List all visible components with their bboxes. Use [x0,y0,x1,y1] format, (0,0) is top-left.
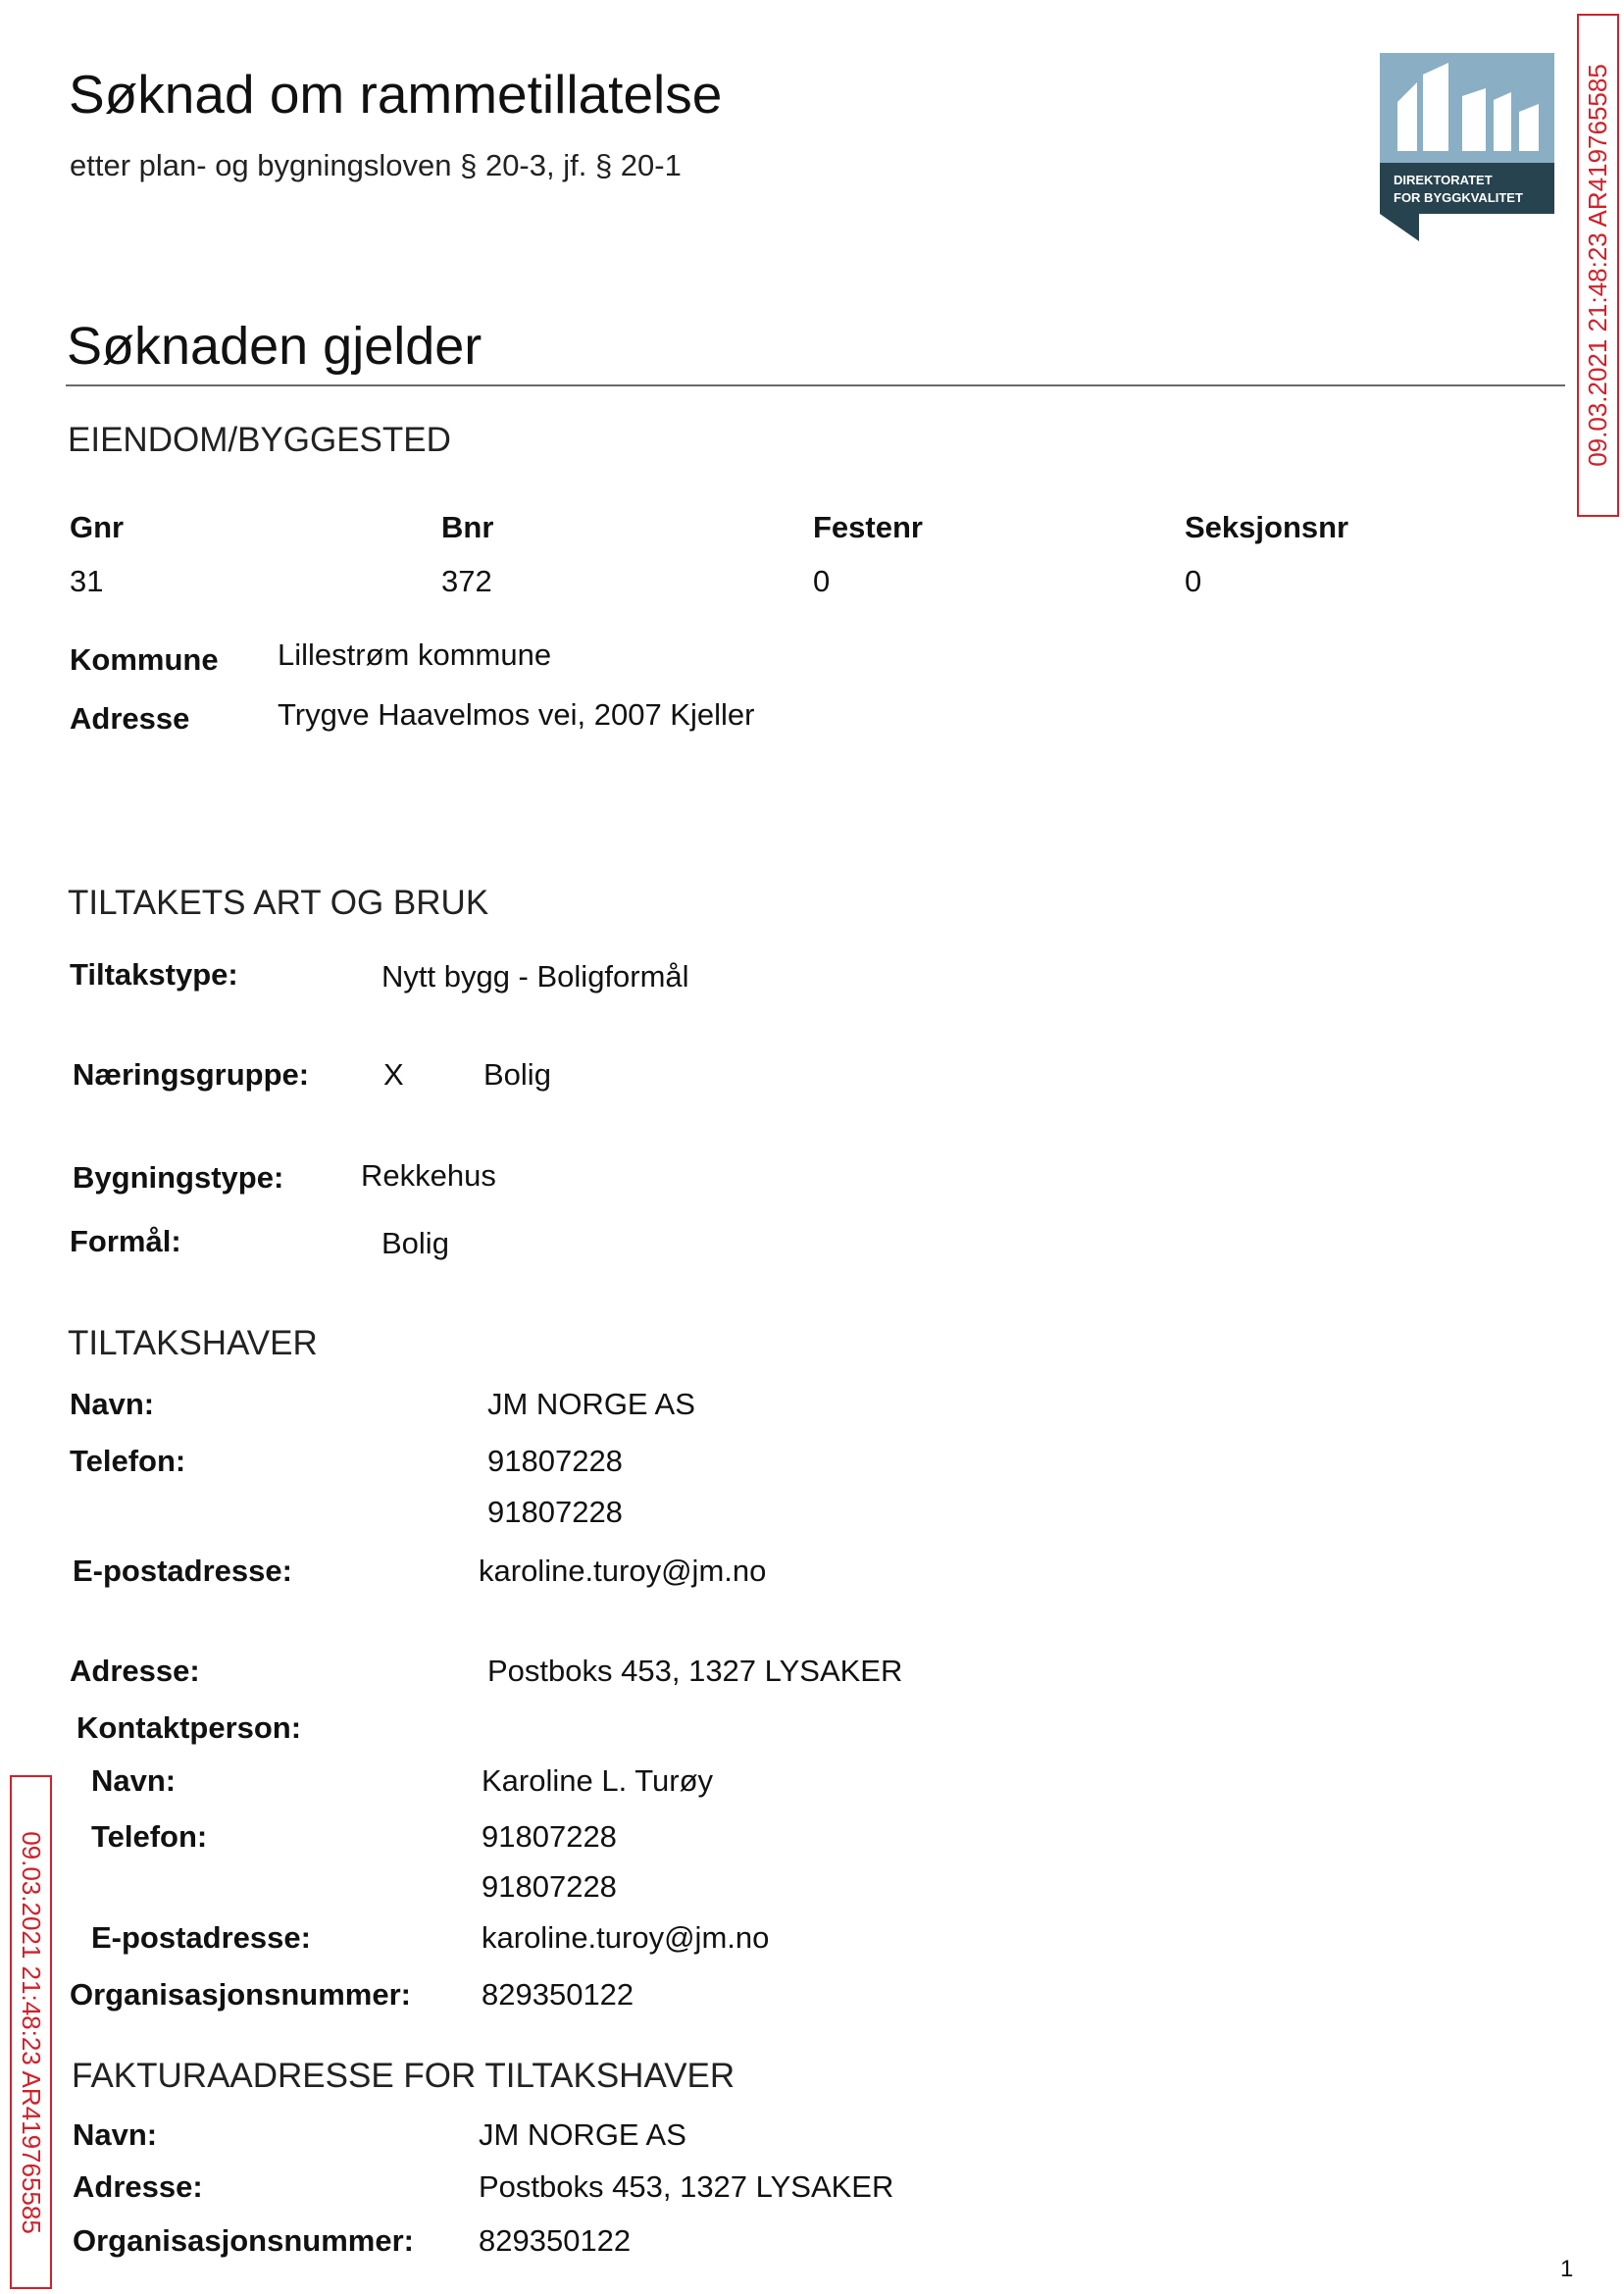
tiltakstype-value: Nytt bygg - Boligformål [381,959,689,994]
tiltakshaver-navn-value: JM NORGE AS [487,1387,695,1421]
naeringsgruppe-label: Næringsgruppe: [73,1057,310,1092]
naeringsgruppe-value: Bolig [483,1057,551,1092]
document-stamp-top [1577,14,1619,517]
page-number: 1 [1560,2256,1574,2282]
faktura-orgnr-label: Organisasjonsnummer: [73,2223,414,2258]
gnr-label: Gnr [70,510,125,544]
formal-label: Formål: [70,1224,181,1258]
eiendom-heading: EIENDOM/BYGGESTED [68,421,451,459]
tiltakshaver-adresse-value: Postboks 453, 1327 LYSAKER [487,1654,903,1688]
tiltakshaver-orgnr-label: Organisasjonsnummer: [70,1977,411,2012]
kommune-label: Kommune [70,642,219,677]
document-stamp-side [10,1775,52,2289]
tiltakshaver-orgnr-value: 829350122 [482,1977,634,2012]
tiltakshaver-epost-value: karoline.turoy@jm.no [479,1554,767,1588]
bnr-value: 372 [441,564,492,598]
naeringsgruppe-code: X [383,1057,404,1092]
tiltakshaver-heading: TILTAKSHAVER [68,1324,318,1362]
faktura-adresse-label: Adresse: [73,2169,203,2204]
tiltakshaver-adresse-label: Adresse: [70,1654,200,1688]
festenr-value: 0 [813,564,831,598]
faktura-orgnr-value: 829350122 [479,2223,632,2258]
formal-value: Bolig [381,1226,449,1260]
dibk-logo [1380,53,1554,241]
stamp-text: 09.03.2021 21:48:23 AR419765585 [17,1830,47,2234]
seksjonsnr-value: 0 [1185,564,1202,598]
faktura-navn-label: Navn: [73,2117,158,2152]
stamp-text: 09.03.2021 21:48:23 AR419765585 [1583,64,1613,467]
kontakt-telefon2: 91807228 [482,1869,617,1904]
faktura-adresse-value: Postboks 453, 1327 LYSAKER [479,2169,894,2204]
seksjonsnr-label: Seksjonsnr [1185,510,1349,544]
eiendom-adresse-label: Adresse [70,701,190,736]
festenr-label: Festenr [813,510,923,544]
section-divider [66,384,1565,386]
section-title: Søknaden gjelder [67,317,482,376]
kontakt-telefon1: 91807228 [482,1819,617,1854]
tiltakshaver-epost-label: E-postadresse: [73,1554,292,1588]
tiltak-heading: TILTAKETS ART OG BRUK [68,884,489,922]
tiltakshaver-navn-label: Navn: [70,1387,155,1421]
faktura-navn-value: JM NORGE AS [479,2117,686,2152]
tiltakstype-label: Tiltakstype: [70,957,238,992]
faktura-heading: FAKTURAADRESSE FOR TILTAKSHAVER [72,2057,736,2095]
bygningstype-label: Bygningstype: [73,1160,284,1195]
tiltakshaver-telefon-label: Telefon: [70,1444,186,1478]
kontakt-epost-value: karoline.turoy@jm.no [482,1920,770,1955]
dibk-logo-icon [1380,53,1554,241]
kontakt-navn-value: Karoline L. Turøy [482,1763,714,1798]
kommune-value: Lillestrøm kommune [278,637,552,672]
tiltakshaver-telefon2: 91807228 [487,1495,623,1529]
gnr-value: 31 [70,564,104,598]
svg-text:DIREKTORATET: DIREKTORATET [1394,173,1493,187]
svg-text:FOR BYGGKVALITET: FOR BYGGKVALITET [1394,190,1523,205]
kontakt-telefon-label: Telefon: [91,1819,208,1854]
kontakt-navn-label: Navn: [91,1763,177,1798]
kontaktperson-label: Kontaktperson: [76,1710,302,1745]
kontakt-epost-label: E-postadresse: [91,1920,311,1955]
bnr-label: Bnr [441,510,494,544]
eiendom-adresse-value: Trygve Haavelmos vei, 2007 Kjeller [278,697,755,732]
page-title: Søknad om rammetillatelse [69,64,723,125]
bygningstype-value: Rekkehus [361,1158,496,1193]
page-subtitle: etter plan- og bygningsloven § 20-3, jf. § 20-1 [70,148,682,182]
tiltakshaver-telefon1: 91807228 [487,1444,623,1478]
